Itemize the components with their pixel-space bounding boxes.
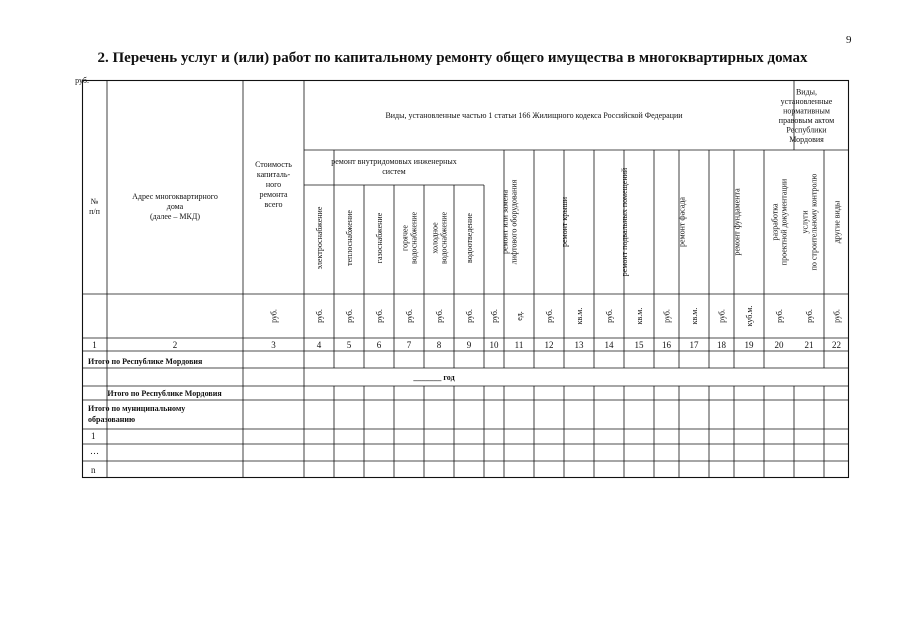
col-header-repair-2 [620, 167, 629, 276]
col-header-number: п/п [89, 207, 100, 216]
unit-label [745, 306, 754, 327]
unit-label [490, 309, 499, 323]
col-number: 17 [689, 340, 699, 350]
unit-label [690, 308, 699, 325]
unit-label [270, 309, 279, 323]
col-header-repair-3-line: ремонт фасада [677, 197, 687, 247]
unit-label-line: руб. [545, 309, 554, 323]
col-header-regional-1-line: услуги [800, 210, 810, 234]
unit-label-line: руб. [435, 309, 444, 323]
col-number: 18 [717, 340, 726, 350]
unit-label-line: руб. [490, 309, 499, 323]
unit-label-line: руб. [375, 309, 384, 323]
col-header-eng-2-line: газоснабжение [375, 212, 384, 264]
col-number: 20 [774, 340, 784, 350]
page-number: 9 [846, 34, 852, 46]
col-header-repair-0 [501, 179, 519, 264]
unit-label [805, 309, 814, 323]
unit-label-line: руб. [75, 76, 89, 85]
unit-label-line: руб. [605, 309, 614, 323]
col-number: 8 [436, 340, 442, 350]
col-number: 21 [804, 340, 814, 350]
col-header-repair-1-line: ремонт крыши [560, 196, 569, 248]
col-header-eng-5-line: водоотведение [465, 213, 474, 263]
unit-label-line: руб. [465, 309, 474, 323]
col-header-regional-2-line: другие виды [832, 200, 842, 244]
col-number: 1 [92, 340, 97, 350]
row-year: _______ год [413, 373, 455, 382]
header-types-regional: правовым актом [778, 115, 835, 125]
col-header-eng-1 [345, 210, 354, 266]
col-header-number: № [90, 197, 99, 206]
unit-label [833, 309, 842, 323]
unit-label [515, 311, 524, 321]
table-grid [75, 76, 849, 478]
unit-label [545, 309, 554, 323]
col-number: 10 [489, 340, 499, 350]
header-types-regional: Мордовия [789, 134, 824, 144]
unit-label [465, 309, 474, 323]
col-number: 9 [466, 340, 472, 350]
unit-label-line: руб. [832, 309, 842, 323]
unit-label-line: руб. [269, 309, 279, 323]
page-title: 2. Перечень услуг и (или) работ по капитальному ремонту общего имущества в многоквартирных домах [97, 50, 808, 66]
col-header-address: (далее – МКД) [149, 212, 201, 221]
unit-label-line: ед. [515, 311, 524, 321]
col-header-regional-1 [801, 174, 819, 271]
col-header-regional-0-line: проектной документации [779, 178, 789, 266]
unit-label [315, 309, 324, 323]
header-types-regional: нормативным [783, 106, 830, 116]
col-number: 16 [662, 340, 671, 350]
col-number: 6 [376, 340, 382, 350]
header-engineering-systems: систем [382, 167, 406, 176]
unit-label [635, 308, 644, 325]
unit-label-line: руб. [805, 309, 814, 323]
header-types-regional: Республики [786, 125, 827, 135]
col-header-eng-4-line: водоснабжение [439, 211, 449, 265]
unit-label-line: руб. [775, 309, 784, 323]
col-header-regional-2 [833, 200, 842, 243]
capital-repair-table [75, 76, 849, 478]
row-item-last: n [91, 465, 96, 475]
unit-label-line: руб. [345, 309, 354, 323]
col-number: 12 [544, 340, 554, 350]
col-header-repair-0-line: ремонт или замена [500, 189, 510, 255]
col-number: 15 [634, 340, 644, 350]
unit-label [605, 309, 614, 323]
col-header-repair-3 [678, 197, 687, 247]
col-header-repair-2-line: ремонт подвальных помещений [620, 167, 629, 277]
row-item-ellipsis: … [90, 446, 99, 456]
unit-label [775, 309, 784, 323]
unit-label-line: руб. [662, 309, 672, 323]
col-number: 19 [744, 340, 754, 350]
unit-label [575, 308, 584, 325]
col-header-total-cost: капиталь- [256, 170, 291, 179]
col-header-eng-1-line: теплоснабжение [345, 210, 354, 266]
unit-label-line: куб.м. [745, 305, 754, 327]
col-header-eng-3 [401, 212, 419, 265]
col-header-eng-4-line: холодное [430, 222, 440, 254]
col-header-eng-4 [431, 212, 449, 265]
col-header-eng-5 [465, 213, 474, 263]
col-header-eng-2 [375, 212, 384, 263]
col-number: 2 [172, 340, 178, 350]
unit-label [663, 309, 672, 323]
row-total-municipal: образованию [88, 415, 136, 424]
row-item-first: 1 [91, 431, 96, 441]
col-header-repair-4 [733, 188, 742, 256]
col-number: 22 [832, 340, 841, 350]
col-header-total-cost: ремонта [259, 190, 288, 199]
col-number: 13 [574, 340, 584, 350]
col-header-eng-3-line: водоснабжение [409, 211, 419, 265]
col-number: 14 [604, 340, 614, 350]
unit-label-line: руб. [315, 309, 324, 323]
unit-label [345, 309, 354, 323]
col-header-total-cost: Стоимость [255, 160, 292, 169]
unit-label [435, 309, 444, 323]
col-header-eng-0-line: электроснабжение [315, 206, 324, 270]
col-number: 7 [406, 340, 412, 350]
col-header-repair-0-line: лифтового оборудования [509, 179, 519, 265]
unit-label-line: кв.м. [575, 307, 584, 325]
col-header-repair-4-line: ремонт фундамента [732, 188, 742, 256]
col-header-regional-0 [771, 178, 789, 265]
row-total-republic-2: Итого по Республике Мордовия [107, 389, 222, 398]
col-header-address: Адрес многоквартирного [132, 192, 218, 201]
col-number: 4 [316, 340, 322, 350]
col-number: 5 [346, 340, 352, 350]
row-total-republic: Итого по Республике Мордовия [88, 357, 203, 366]
header-types-regional: Виды, [795, 87, 818, 97]
unit-label [375, 309, 384, 323]
header-types-regional: установленные [780, 96, 833, 106]
unit-label-line: кв.м. [635, 307, 644, 325]
row-total-municipal: Итого по муниципальному [88, 404, 186, 413]
header-engineering-systems: ремонт внутридомовых инженерных [331, 157, 457, 166]
col-number: 3 [271, 340, 276, 350]
unit-label-line: руб. [405, 309, 414, 323]
col-header-eng-0 [315, 206, 324, 269]
col-header-address: дома [166, 202, 184, 211]
col-number: 11 [514, 340, 524, 350]
col-header-regional-1-line: по строительному контролю [809, 173, 819, 271]
unit-label [718, 309, 727, 323]
unit-label [405, 309, 414, 323]
col-header-regional-0-line: разработка [770, 203, 780, 241]
col-header-eng-3-line: горячее [400, 225, 410, 251]
unit-label-line: руб. [717, 309, 727, 323]
col-header-total-cost: ного [265, 180, 282, 189]
col-header-repair-1 [560, 196, 569, 247]
unit-label [75, 76, 89, 85]
header-types-housing-code: Виды, установленные частью 1 статьи 166 Жилищного кодекса Российской Федерации [385, 111, 683, 120]
col-header-total-cost: всего [264, 200, 283, 209]
unit-label-line: кв.м. [690, 307, 699, 325]
